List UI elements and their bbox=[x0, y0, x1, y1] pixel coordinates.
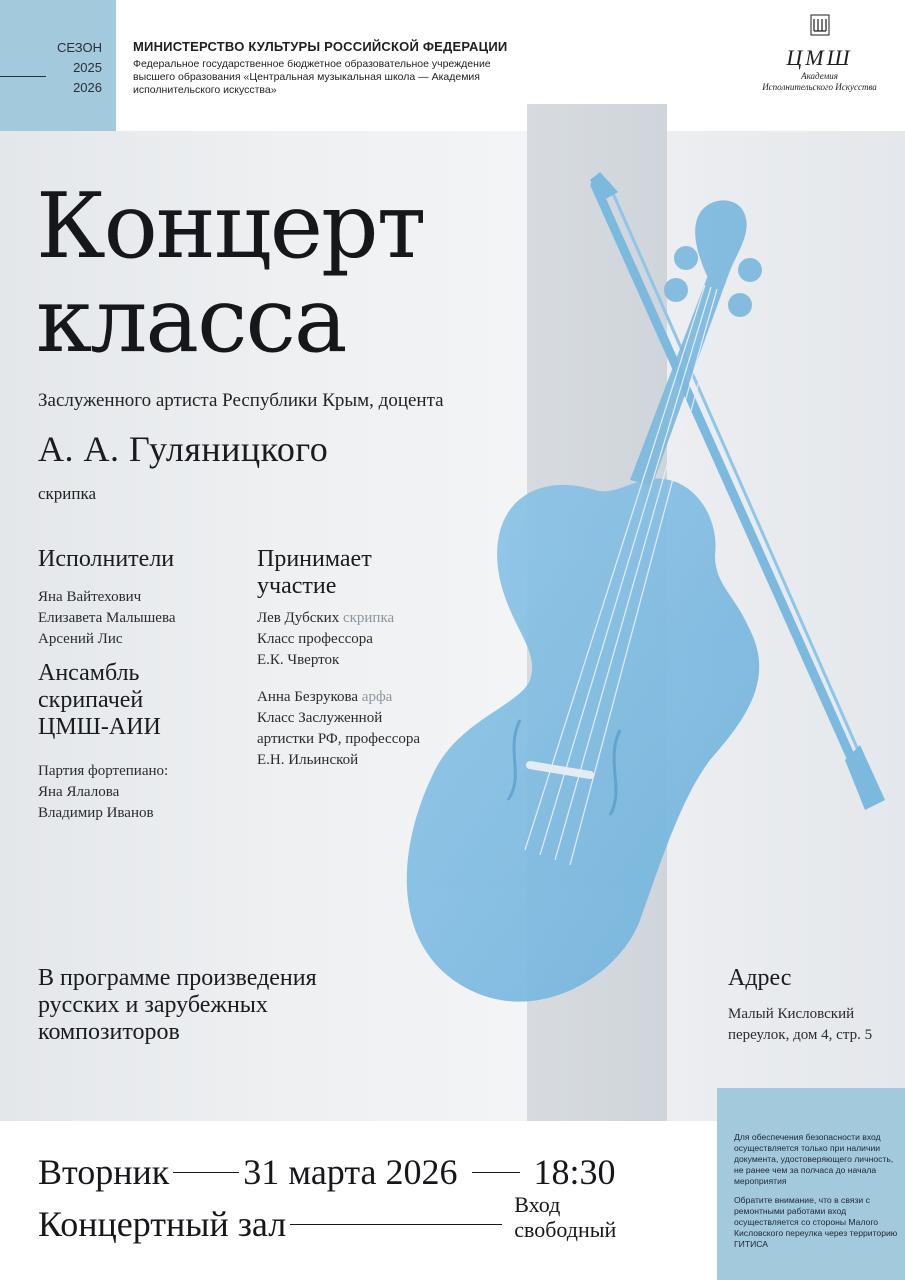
logo-name-line: Исполнительского Искусства bbox=[762, 82, 877, 92]
guest-1 bbox=[257, 608, 487, 671]
guest-1-professor: Е.К. Чверток bbox=[257, 652, 340, 668]
logo-monogram-icon bbox=[810, 14, 830, 36]
divider-line bbox=[173, 1172, 239, 1173]
teacher-title: Заслуженного артиста Республики Крым, доцента bbox=[38, 390, 444, 411]
guest-2-name: Анна Безрукова bbox=[257, 689, 359, 705]
event-venue: Концертный зал bbox=[38, 1204, 287, 1244]
entry-line: Вход bbox=[514, 1192, 561, 1217]
guest-2-title: артистки РФ, профессора bbox=[257, 731, 421, 747]
address-text bbox=[728, 1004, 898, 1046]
guest-1-name: Лев Дубских bbox=[257, 610, 340, 626]
divider-line bbox=[472, 1172, 520, 1173]
ensemble-heading-line: скрипачей bbox=[38, 687, 144, 713]
program-description bbox=[38, 965, 398, 1046]
event-datetime-row bbox=[38, 1148, 728, 1196]
season-text bbox=[57, 38, 102, 98]
program-line: композиторов bbox=[38, 1019, 180, 1045]
season-label: СЕЗОН bbox=[57, 40, 102, 55]
season-year-end: 2026 bbox=[73, 80, 102, 95]
ensemble-heading-line: ЦМШ-АИИ bbox=[38, 714, 161, 740]
guest-2-professor: Е.Н. Ильинской bbox=[257, 752, 359, 768]
guest-2-instrument: арфа bbox=[361, 689, 393, 705]
academy-logo bbox=[752, 14, 887, 109]
entrance-notice: Обратите внимание, что в связи с ремонтными работами вход осуществляется со стороны Малого Кисловского переулка через территорию ГИТИСА bbox=[734, 1195, 898, 1249]
address-heading: Адрес bbox=[728, 965, 792, 991]
guest-1-line bbox=[257, 608, 487, 629]
ministry-line: высшего образования «Центральная музыкальная школа — Академия bbox=[133, 71, 480, 83]
guest-1-instrument: скрипка bbox=[342, 610, 395, 626]
entry-line: свободный bbox=[514, 1217, 617, 1242]
performer-name: Яна Вайтехович bbox=[38, 589, 142, 605]
guest-2-line bbox=[257, 687, 487, 708]
logo-name bbox=[752, 71, 887, 93]
performer-name: Арсений Лис bbox=[38, 631, 123, 647]
performer-name: Елизавета Малышева bbox=[38, 610, 176, 626]
ministry-line: Федеральное государственное бюджетное образовательное учреждение bbox=[133, 58, 491, 70]
pianist-name: Яна Ялалова bbox=[38, 784, 120, 800]
program-line: русских и зарубежных bbox=[38, 992, 268, 1018]
pianist-name: Владимир Иванов bbox=[38, 805, 154, 821]
notice-box bbox=[717, 1088, 905, 1280]
address-line: Малый Кисловский bbox=[728, 1006, 855, 1022]
ministry-header bbox=[133, 39, 553, 97]
performers-column bbox=[38, 546, 253, 824]
ministry-title: МИНИСТЕРСТВО КУЛЬТУРЫ РОССИЙСКОЙ ФЕДЕРАЦИИ bbox=[133, 39, 508, 54]
title-line: Концерт bbox=[36, 174, 425, 279]
season-divider bbox=[0, 76, 46, 77]
security-notice: Для обеспечения безопасности вход осуществляется только при наличии документа, удостоверяющего личность, не ранее чем за полчаса до начала мероприятия bbox=[734, 1132, 894, 1186]
season-year-start: 2025 bbox=[73, 60, 102, 75]
piano-label: Партия фортепиано: bbox=[38, 763, 169, 779]
guests-heading-line: Принимает bbox=[257, 546, 372, 572]
notice-text bbox=[734, 1132, 900, 1258]
guest-2-class: Класс Заслуженной bbox=[257, 710, 383, 726]
guests-heading bbox=[257, 546, 487, 600]
concert-title bbox=[36, 174, 425, 373]
address-line: переулок, дом 4, стр. 5 bbox=[728, 1027, 873, 1043]
entry-info bbox=[514, 1192, 616, 1242]
ensemble-heading-line: Ансамбль bbox=[38, 660, 140, 686]
piano-part bbox=[38, 761, 253, 824]
logo-abbreviation: ЦМШ bbox=[786, 45, 853, 70]
address-block bbox=[728, 965, 898, 1046]
title-line: класса bbox=[36, 268, 346, 373]
guest-2 bbox=[257, 687, 487, 771]
performers-heading: Исполнители bbox=[38, 546, 175, 572]
instrument-label: скрипка bbox=[38, 484, 97, 503]
logo-name-line: Академия bbox=[801, 71, 838, 81]
ministry-subtitle bbox=[133, 58, 553, 97]
divider-line bbox=[290, 1224, 502, 1225]
teacher-name: А. А. Гуляницкого bbox=[38, 429, 329, 469]
program-line: В программе произведения bbox=[38, 965, 317, 991]
event-day: Вторник bbox=[38, 1152, 170, 1192]
performers-list bbox=[38, 587, 253, 650]
guests-column bbox=[257, 546, 487, 771]
guests-heading-line: участие bbox=[257, 573, 337, 599]
event-details bbox=[38, 1148, 728, 1248]
event-date: 31 марта 2026 bbox=[243, 1152, 458, 1192]
event-time: 18:30 bbox=[533, 1152, 616, 1192]
guest-1-class: Класс профессора bbox=[257, 631, 373, 647]
season-box bbox=[0, 0, 116, 131]
ministry-line: исполнительского искусства» bbox=[133, 84, 277, 96]
ensemble-heading bbox=[38, 660, 253, 741]
event-venue-row bbox=[38, 1192, 728, 1248]
